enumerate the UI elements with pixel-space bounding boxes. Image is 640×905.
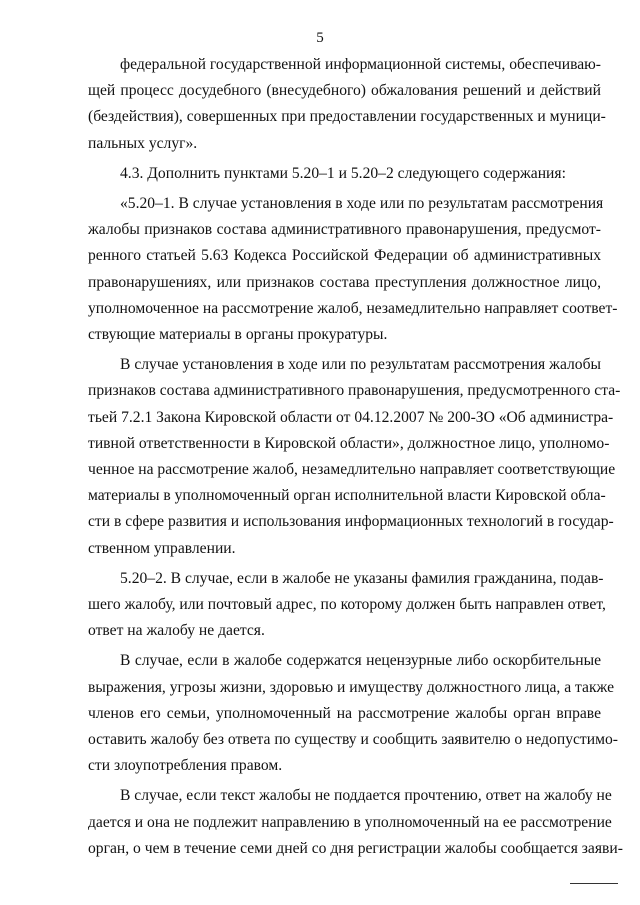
text-line: ренного статьей 5.63 Кодекса Российской Федерации об административных [88, 247, 601, 265]
text-line: признаков состава административного правонарушения, предусмотренного ста- [88, 382, 621, 400]
text-line: В случае, если в жалобе содержатся нецензурные либо оскорбительные [120, 652, 601, 670]
text-line: орган, о чем в течение семи дней со дня регистрации жалобы сообщается заяви- [88, 839, 623, 857]
paragraph-5-20-1 [88, 191, 618, 348]
paragraph-offensive-language [88, 648, 618, 779]
text-line: «5.20–1. В случае установления в ходе или по результатам рассмотрения [120, 195, 604, 213]
text-line: (бездействия), совершенных при предоставлении государственных и муници- [88, 108, 606, 126]
paragraph-kirov-law [88, 352, 621, 562]
text-line: жалобы признаков состава административного правонарушения, предусмот- [88, 221, 601, 239]
text-line: тивной ответственности в Кировской области», должностное лицо, уполномо- [88, 434, 610, 452]
text-line: материалы в уполномоченный орган исполнительной власти Кировской обла- [88, 487, 606, 505]
text-line: сти в сфере развития и использования информационных технологий в государ- [88, 513, 614, 531]
document-body [88, 52, 623, 862]
text-line: оставить жалобу без ответа по существу и сообщить заявителю о недопустимо- [88, 731, 618, 749]
footer-mark [570, 883, 618, 887]
paragraph-5-20-2 [88, 566, 606, 645]
text-line: сти злоупотребления правом. [88, 757, 283, 775]
text-line: уполномоченное на рассмотрение жалоб, незамедлительно направляет соответ- [88, 299, 618, 317]
paragraph-continuation [88, 52, 606, 157]
text-line: 5.20–2. В случае, если в жалобе не указаны фамилия гражданина, подав- [120, 569, 604, 587]
text-line: пальных услуг». [88, 134, 198, 152]
text-line: ствующие материалы в органы прокуратуры. [88, 326, 388, 344]
text-line: В случае, если текст жалобы не поддается прочтению, ответ на жалобу не [120, 787, 612, 805]
paragraph-unreadable-text [88, 783, 623, 862]
text-line: щей процесс досудебного (внесудебного) обжалования решений и действий [88, 82, 601, 100]
text-line: В случае установления в ходе или по результатам рассмотрения жалобы [120, 356, 601, 374]
text-line: правонарушениях, или признаков состава преступления должностное лицо, [88, 273, 601, 291]
text-line: дается и она не подлежит направлению в уполномоченный на ее рассмотрение [88, 813, 612, 831]
text-line: 4.3. Дополнить пунктами 5.20–1 и 5.20–2 следующего содержания: [120, 164, 566, 182]
text-line: выражения, угрозы жизни, здоровью и имуществу должностного лица, а также [88, 678, 615, 696]
page-number: 5 [316, 30, 324, 46]
text-line: ченное на рассмотрение жалоб, незамедлительно направляет соответствующие [88, 461, 616, 479]
paragraph-amendment-intro [88, 161, 601, 187]
text-line: шего жалобу, или почтовый адрес, по которому должен быть направлен ответ, [88, 596, 606, 614]
text-line: федеральной государственной информационной системы, обеспечиваю- [120, 56, 601, 73]
text-line: членов его семьи, уполномоченный на рассмотрение жалобы орган вправе [88, 704, 601, 722]
text-line: ственном управлении. [88, 539, 236, 557]
text-line: ответ на жалобу не дается. [88, 622, 265, 640]
text-line: тьей 7.2.1 Закона Кировской области от 04.12.2007 № 200-ЗО «Об администра- [88, 408, 614, 426]
